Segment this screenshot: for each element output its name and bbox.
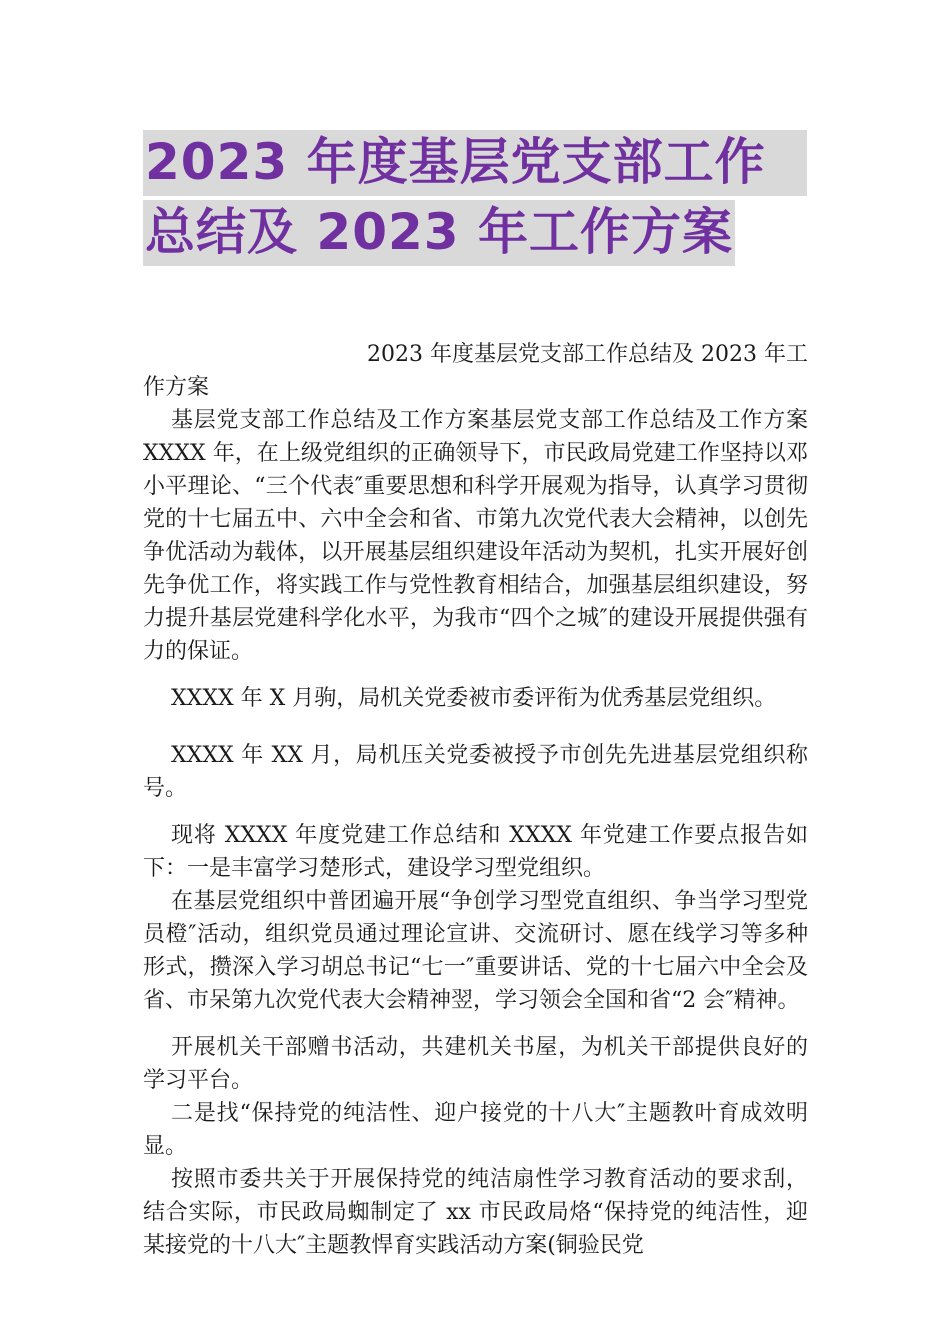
title-line-2: 总结及 2023 年工作方案 <box>143 200 735 266</box>
paragraph-8: 按照市委共关于开展保持党的纯洁扇性学习教育活动的要求刮，结合实际，市民政局蜘制定了 xx 市民政局烙“保持党的纯洁性，迎某接党的十八大″主题教悍育实践活动方案(铜验民党 <box>143 1167 808 1258</box>
paragraph-4: 现将 XXXX 年度党建工作总结和 XXXX 年党建工作要点报告如下：一是丰富学习楚形式，建设学习型党组织。 <box>143 823 808 881</box>
title-line-1: 2023 年度基层党支部工作 <box>143 130 807 196</box>
paragraph-6: 开展机关干部赠书活动，共建机关书屋，为机关干部提供良好的学习平台。 <box>143 1035 808 1093</box>
document-title <box>143 130 823 266</box>
paragraph-5: 在基层党组织中普团遍开展“争创学习型党直组织、争当学习型党员橙″活动，组织党员通过理论宣讲、交流研讨、愿在线学习等多种形式，攒深入学习胡总书记“七一″重要讲话、党的十七届六中全会及省、市呆第九次党代表大会精神翌，学习领会全国和省“2 会″精神。 <box>143 889 808 1013</box>
subtitle-line-1: 2023 年度基层党支部工作总结及 2023 年工 <box>367 342 808 367</box>
paragraph-7: 二是找“保持党的纯洁性、迎户接党的十八大″主题教叶育成效明显。 <box>143 1101 808 1159</box>
paragraph-1: 基层党支部工作总结及工作方案基层党支部工作总结及工作方案 XXXX 年，在上级党组织的正确领导下，市民政局党建工作坚持以邓小平理论、“三个代表″重要思想和科学开展观为指导，认真学习贯彻党的十七届五中、六中全会和省、市第九次党代表大会精神，以创先争优活动为载体，以开展基层组织建设年活动为契机，扎实开展好创先争优工作，将实践工作与党性教育相结合，加强基层组织建设，努力提升基层党建科学化水平，为我市“四个之城″的建设开展提供强有力的保证。 <box>143 408 808 664</box>
paragraph-3: XXXX 年 XX 月，局机压关党委被授予市创先先进基层党组织称号。 <box>143 743 808 801</box>
subtitle-line-2: 作方案 <box>143 375 210 400</box>
document-body <box>143 338 808 1262</box>
paragraph-2: XXXX 年 X 月驹，局机关党委被市委评衔为优秀基层党组织。 <box>171 686 777 711</box>
